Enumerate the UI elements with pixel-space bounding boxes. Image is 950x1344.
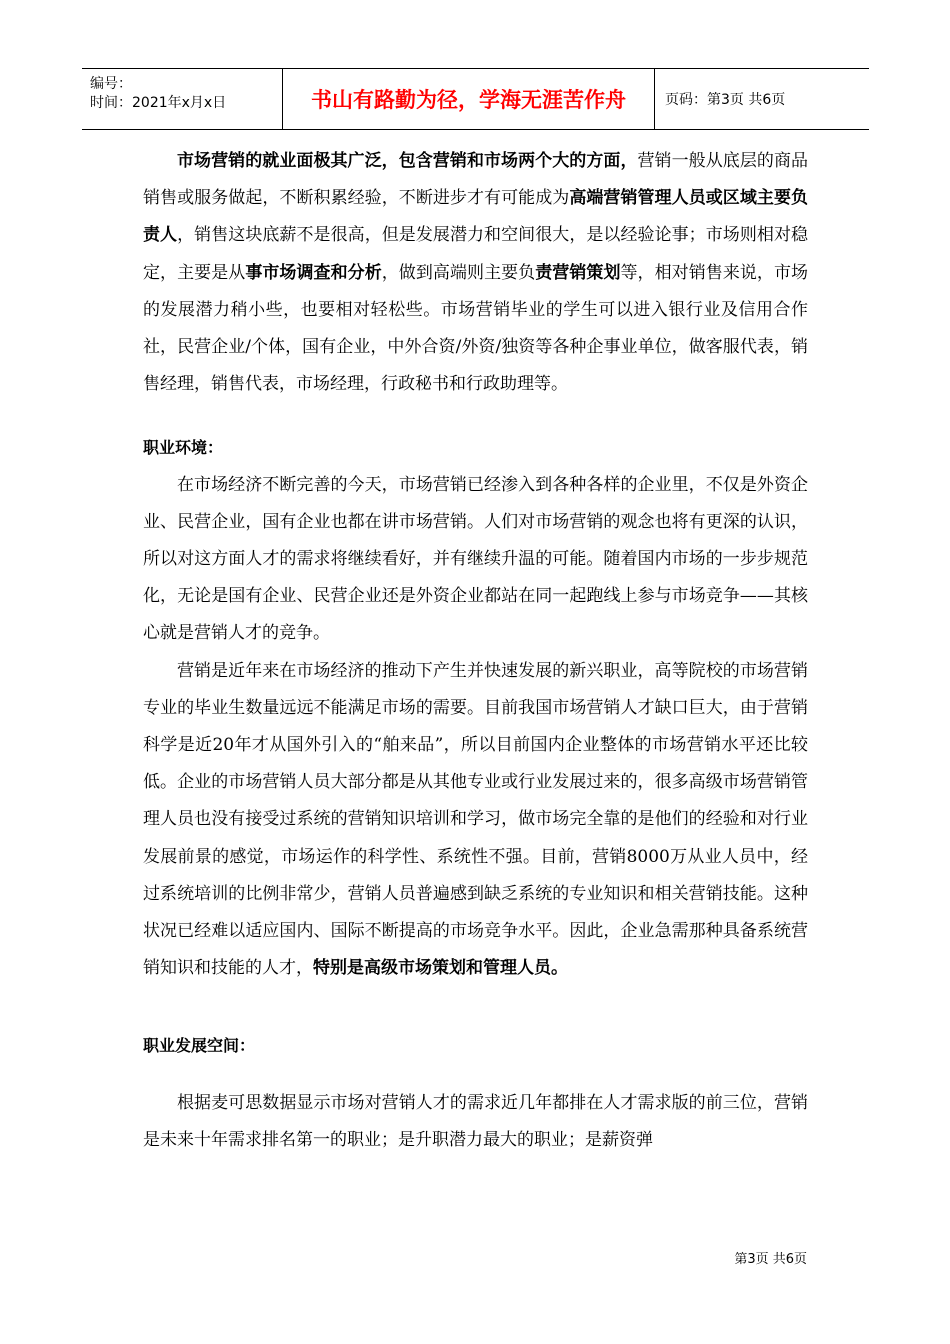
number-label: 编号： [90, 76, 132, 92]
intro-bold-1: 市场营销的就业面极其广泛，包含营销和市场两个大的方面， [177, 151, 638, 171]
intro-text-2: ，销售这块底薪不是很高，但是发展潜力和空间很大，是以经验论事；市场则相对稳定，主要是从 [143, 225, 809, 283]
page-header [82, 68, 869, 130]
environment-paragraph-2 [143, 653, 808, 988]
development-paragraph: 根据麦可思数据显示市场对营销人才的需求近几年都排在人才需求版的前三位，营销是未来十年需求排名第一的职业；是升职潜力最大的职业；是薪资弹 [143, 1092, 808, 1150]
section-heading-environment: 职业环境： [143, 438, 224, 458]
document-body [143, 143, 808, 1159]
time-label: 时间：2021年x月x日 [90, 95, 227, 111]
intro-bold-3: 事市场调查和分析 [245, 262, 382, 283]
environment-text: 营销是近年来在市场经济的推动下产生并快速发展的新兴职业，高等院校的市场营销专业的毕业生数量远远不能满足市场的需要。目前我国市场营销人才缺口巨大，由于营销科学是近20年才从国外引入的“舶来品”，所以目前国内企业整体的市场营销水平还比较低。企业的市场营销人员大部分都是从其他专业或行业发展过来的，很多高级市场营销管理人员也没有接受过系统的营销知识培训和学习，做市场完全靠的是他们的经验和对行业发展前景的感觉，市场运作的科学性、系统性不强。目前，营销8000万从业人员中，经过系统培训的比例非常少，营销人员普遍感到缺乏系统的专业知识和相关营销技能。这种状况已经难以适应国内、国际不断提高的市场竞争水平。因此，企业急需那种具备系统营销知识和技能的人才， [143, 660, 808, 979]
intro-text-3: ，做到高端则主要负 [381, 262, 536, 283]
intro-bold-4: 责营销策划 [535, 262, 621, 283]
header-motto: 书山有路勤为径，学海无涯苦作舟 [282, 69, 655, 129]
intro-paragraph [143, 143, 808, 403]
intro-text-1: 营销一般从底层的商品销售或服务做起，不断积累经验，不断进步才有可能成为 [143, 151, 808, 209]
intro-text-4: 等，相对销售来说，市场的发展潜力稍小些，也要相对轻松些。市场营销毕业的学生可以进入银行业及信用合作社，民营企业/个体，国有企业，中外合资/外资/独资等各种企事业单位，做客服代表，销售经理，销售代表，市场经理，行政秘书和行政助理等。 [143, 262, 809, 395]
header-meta [82, 69, 282, 129]
header-page-info: 页码：第3页 共6页 [665, 92, 786, 108]
section-heading-development: 职业发展空间： [143, 1036, 256, 1056]
intro-bold-2: 高端营销管理人员或区域主要负责人 [143, 188, 809, 246]
environment-bold: 特别是高级市场策划和管理人员。 [313, 958, 568, 979]
page-footer: 第3页 共6页 [734, 1252, 807, 1267]
environment-paragraph-1: 在市场经济不断完善的今天，市场营销已经渗入到各种各样的企业里，不仅是外资企业、民营企业，国有企业也都在讲市场营销。人们对市场营销的观念也将有更深的认识，所以对这方面人才的需求将继续看好，并有继续升温的可能。随着国内市场的一步步规范化，无论是国有企业、民营企业还是外资企业都站在同一起跑线上参与市场竞争——其核心就是营销人才的竞争。 [143, 474, 808, 644]
